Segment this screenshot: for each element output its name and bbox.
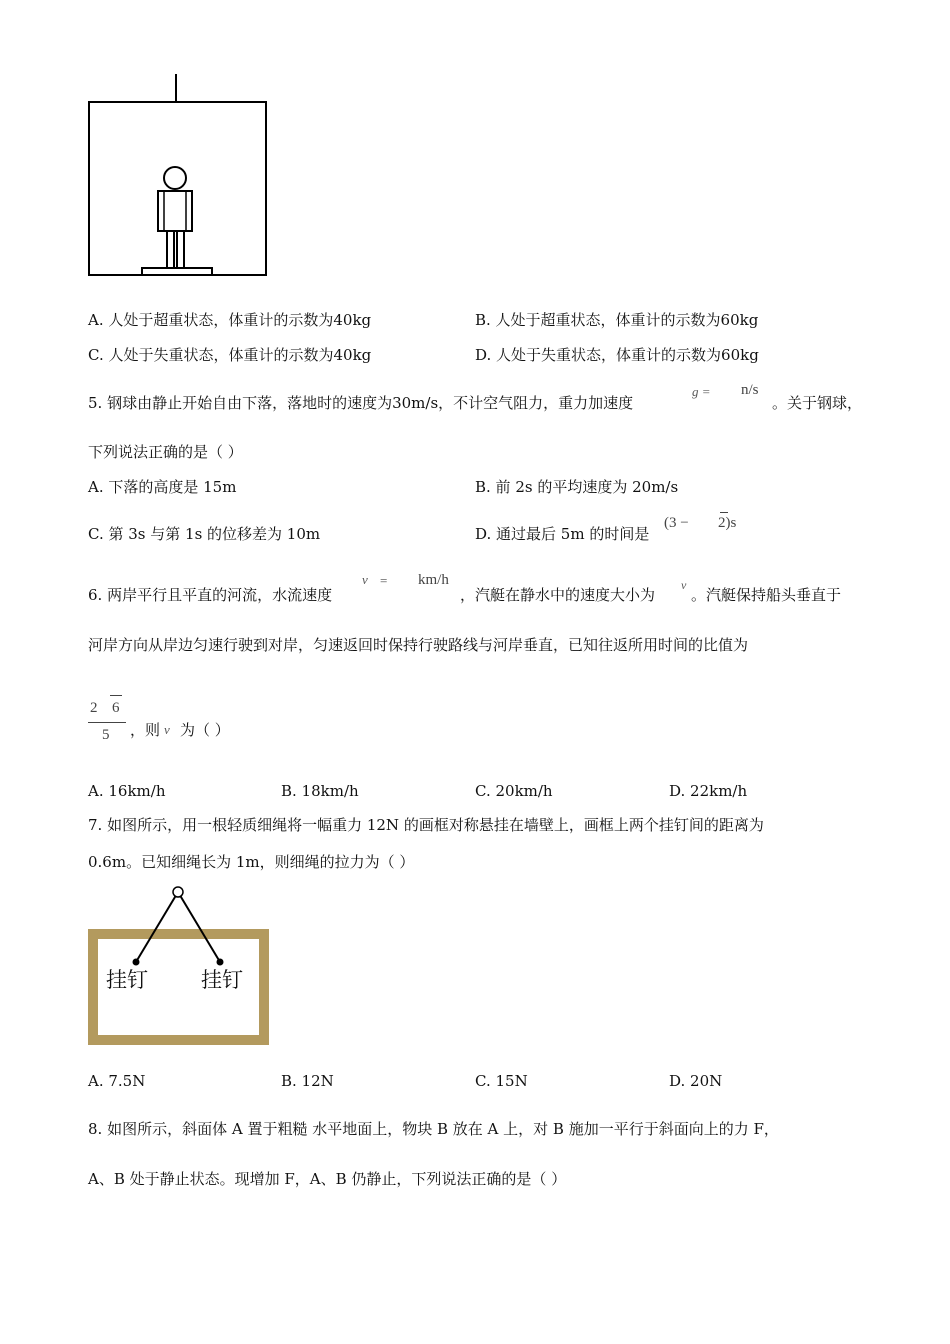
q7-option-b: B. 12N [281, 1072, 334, 1090]
q8-stem-line2: A、B 处于静止状态。现增加 F，A、B 仍静止，下列说法正确的是（ ） [88, 1170, 567, 1188]
nail-label-left: 挂钉 [106, 968, 148, 992]
q6-v1-symbol: v [362, 572, 368, 587]
q6-stem-line1a: 6. 两岸平行且平直的河流，水流速度 [88, 586, 333, 604]
q5-option-c: C. 第 3s 与第 1s 的位移差为 10m [88, 525, 321, 543]
q6-stem-line1c: 。汽艇保持船头垂直于 [691, 586, 842, 604]
q6-option-b: B. 18km/h [281, 782, 359, 800]
q6-v1-unit: km/h [418, 572, 449, 588]
right-nail-dot [217, 959, 224, 966]
q6-v3-symbol: v [164, 722, 170, 737]
left-nail-dot [133, 959, 140, 966]
elevator-figure [85, 72, 270, 280]
q5-g-symbol: g = [692, 384, 711, 399]
q5-g-unit: n/s [741, 382, 759, 398]
q7-stem-line2: 0.6m。已知细绳长为 1m，则细绳的拉力为（ ） [88, 853, 415, 871]
q6-option-d: D. 22km/h [669, 782, 748, 800]
q5-option-d-math2: 2)s [718, 515, 737, 531]
sqrt-bar [110, 695, 122, 696]
q6-frac-num: 2 [90, 700, 98, 716]
q6-frac-sqrt: 6 [112, 700, 120, 716]
wall-nail [173, 887, 183, 897]
q6-stem-line3a: ，则 [130, 721, 161, 739]
q5-option-d: D. 通过最后 5m 的时间是 [475, 525, 650, 543]
q6-frac-den: 5 [102, 727, 110, 743]
q5-stem-line1-end: 。关于钢球， [772, 394, 863, 412]
q6-option-a: A. 16km/h [88, 782, 166, 800]
q4-option-c: C. 人处于失重状态，体重计的示数为40kg [88, 346, 372, 364]
q6-stem-line2: 河岸方向从岸边匀速行驶到对岸，匀速返回时保持行驶路线与河岸垂直，已知往返所用时间的比值为 [88, 636, 749, 654]
q6-v2-symbol: v [681, 578, 687, 592]
q7-option-d: D. 20N [669, 1072, 723, 1090]
q4-option-a: A. 人处于超重状态，体重计的示数为40kg [88, 311, 372, 329]
q7-stem-line1: 7. 如图所示，用一根轻质细绳将一幅重力 12N 的画框对称悬挂在墙壁上，画框上两个挂钉间的距离为 [88, 816, 764, 834]
q6-stem-line3b: 为（ ） [180, 721, 230, 739]
sqrt-bar [720, 512, 728, 513]
q8-stem-line1: 8. 如图所示，斜面体 A 置于粗糙 水平地面上，物块 B 放在 A 上，对 B 施加一平行于斜面向上的力 F， [88, 1120, 779, 1138]
q7-option-c: C. 15N [475, 1072, 528, 1090]
q5-stem-line1: 5. 钢球由静止开始自由下落，落地时的速度为30m/s，不计空气阻力，重力加速度 [88, 394, 634, 412]
q4-option-b: B. 人处于超重状态，体重计的示数为60kg [475, 311, 759, 329]
q5-option-b: B. 前 2s 的平均速度为 20m/s [475, 478, 679, 496]
q7-option-a: A. 7.5N [88, 1072, 146, 1090]
q6-option-c: C. 20km/h [475, 782, 553, 800]
q4-option-d: D. 人处于失重状态，体重计的示数为60kg [475, 346, 759, 364]
nail-label-right: 挂钉 [201, 968, 243, 992]
q6-stem-line1b: ，汽艇在静水中的速度大小为 [460, 586, 656, 604]
q5-stem-line2: 下列说法正确的是（ ） [88, 443, 243, 461]
fraction-bar [88, 722, 126, 723]
q5-option-d-math: (3 − [664, 515, 689, 531]
q5-option-a: A. 下落的高度是 15m [88, 478, 237, 496]
picture-frame-figure [86, 884, 272, 1046]
q6-v1-eq: = [380, 573, 388, 588]
